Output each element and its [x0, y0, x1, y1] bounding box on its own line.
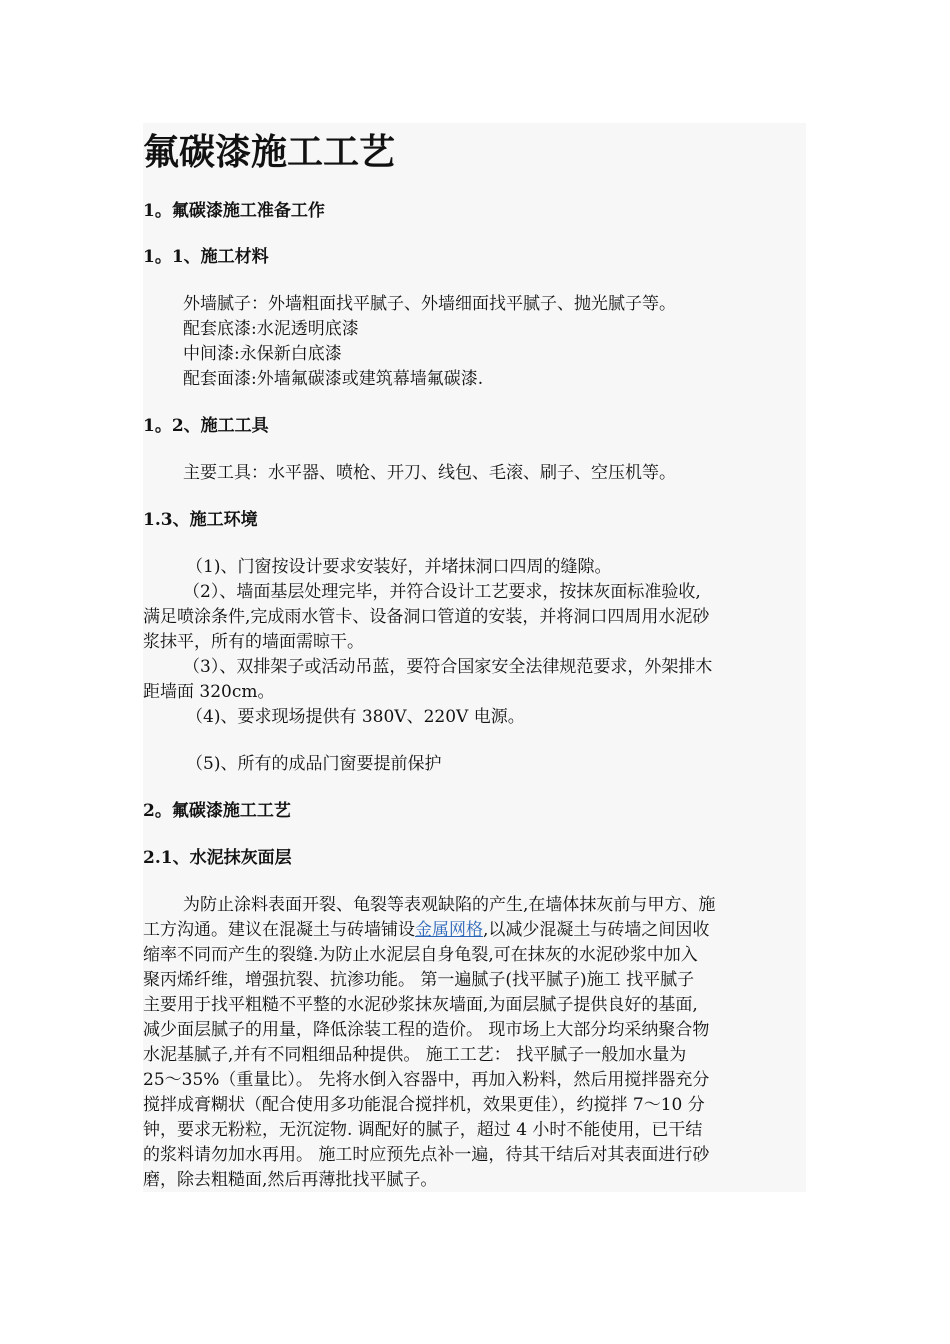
- materials-line: 中间漆:永保新白底漆: [183, 344, 342, 364]
- paragraph-line: 25～35%（重量比）。 先将水倒入容器中，再加入粉料，然后用搅拌器充分: [143, 1070, 710, 1090]
- section-heading-1-2: 1。2、施工工具: [143, 416, 269, 436]
- document-title: 氟碳漆施工工艺: [143, 132, 396, 173]
- paragraph-line: 钟，要求无粉粒，无沉淀物. 调配好的腻子，超过 4 小时不能使用，已干结: [143, 1120, 703, 1140]
- paragraph-line: 的浆料请勿加水再用。 施工时应预先点补一遍，待其干结后对其表面进行砂: [143, 1145, 710, 1165]
- environment-line: （1)、门窗按设计要求安装好，并堵抹洞口四周的缝隙。: [186, 557, 612, 577]
- section-heading-2-1: 2.1、水泥抹灰面层: [143, 848, 292, 868]
- paragraph-line: 减少面层腻子的用量，降低涂装工程的造价。 现市场上大部分均采纳聚合物: [143, 1020, 710, 1040]
- environment-line: （4)、要求现场提供有 380V、220V 电源。: [186, 707, 525, 727]
- environment-line: 距墙面 320cm。: [143, 682, 275, 702]
- environment-line: （5)、所有的成品门窗要提前保护: [186, 754, 442, 774]
- paragraph-line: 为防止涂料表面开裂、龟裂等表观缺陷的产生,在墙体抹灰前与甲方、施: [183, 895, 716, 915]
- materials-line: 外墙腻子：外墙粗面找平腻子、外墙细面找平腻子、抛光腻子等。: [183, 294, 676, 314]
- section-heading-1: 1。氟碳漆施工准备工作: [143, 201, 325, 221]
- metal-mesh-link[interactable]: 金属网格: [415, 920, 483, 940]
- paragraph-line: 水泥基腻子,并有不同粗细品种提供。 施工工艺： 找平腻子一般加水量为: [143, 1045, 687, 1065]
- environment-line: （3）、双排架子或活动吊蓝，要符合国家安全法律规范要求，外架排木: [183, 657, 713, 677]
- paragraph-line: [143, 919, 709, 941]
- paragraph-text: ,以减少混凝土与砖墙之间因收: [483, 920, 710, 940]
- paragraph-line: 聚丙烯纤维，增强抗裂、抗渗功能。 第一遍腻子(找平腻子)施工 找平腻子: [143, 970, 695, 990]
- paragraph-line: 磨，除去粗糙面,然后再薄批找平腻子。: [143, 1170, 438, 1190]
- paragraph-line: 搅拌成膏糊状（配合使用多功能混合搅拌机，效果更佳），约搅拌 7～10 分: [143, 1095, 705, 1115]
- section-heading-2: 2。氟碳漆施工工艺: [143, 801, 291, 821]
- materials-line: 配套底漆:水泥透明底漆: [183, 319, 359, 339]
- document-page: [143, 123, 806, 1192]
- environment-line: 满足喷涂条件,完成雨水管卡、设备洞口管道的安装，并将洞口四周用水泥砂: [143, 607, 710, 627]
- tools-line: 主要工具：水平器、喷枪、开刀、线包、毛滚、刷子、空压机等。: [183, 463, 676, 483]
- paragraph-text: 工方沟通。建议在混凝土与砖墙铺设: [143, 920, 415, 940]
- materials-line: 配套面漆:外墙氟碳漆或建筑幕墙氟碳漆.: [183, 369, 484, 389]
- paragraph-line: 主要用于找平粗糙不平整的水泥砂浆抹灰墙面,为面层腻子提供良好的基面,: [143, 995, 698, 1015]
- environment-line: 浆抹平，所有的墙面需晾干。: [143, 632, 364, 652]
- section-heading-1-1: 1。1、施工材料: [143, 247, 269, 267]
- environment-line: （2）、墙面基层处理完毕，并符合设计工艺要求，按抹灰面标准验收,: [183, 582, 701, 602]
- section-heading-1-3: 1.3、施工环境: [143, 510, 258, 530]
- paragraph-line: 缩率不同而产生的裂缝.为防止水泥层自身龟裂,可在抹灰的水泥砂浆中加入: [143, 945, 698, 965]
